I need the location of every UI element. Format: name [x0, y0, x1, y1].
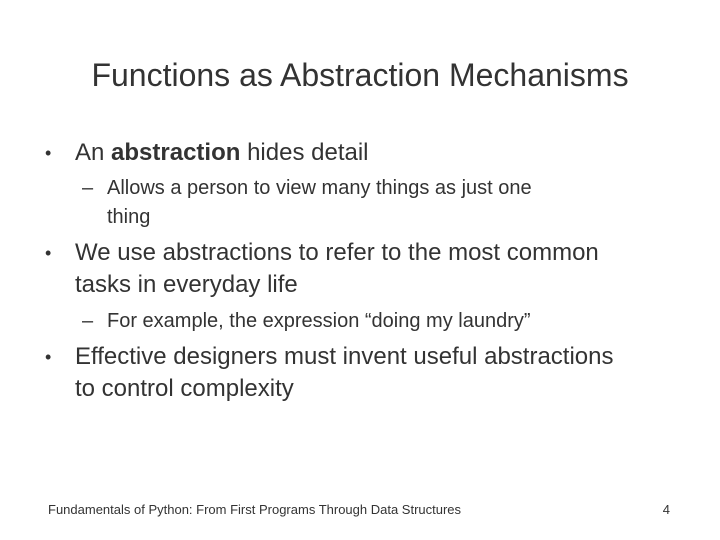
slide-title: Functions as Abstraction Mechanisms: [91, 57, 629, 93]
bullet-1: [45, 137, 675, 169]
bullet-marker: •: [45, 143, 52, 163]
bullet-marker: •: [45, 243, 52, 263]
bullet-1-keyword: abstraction: [111, 139, 241, 166]
bullet-1-text-pre: An: [75, 139, 112, 166]
bullet-marker: •: [45, 347, 52, 367]
sub-bullet-marker: –: [82, 310, 94, 332]
sub-bullet-1-line-2: thing: [107, 206, 151, 228]
bullet-3: [45, 341, 675, 405]
bullet-1-text-post: hides detail: [240, 139, 369, 166]
sub-bullet-1-line-1: Allows a person to view many things as just one: [107, 177, 532, 199]
sub-bullet-2-text: For example, the expression “doing my laundry”: [107, 310, 531, 332]
bullet-3-line-1: Effective designers must invent useful abstractions: [75, 343, 614, 370]
sub-bullet-1: [82, 174, 647, 232]
bullet-2: [45, 237, 675, 301]
footer-book-title: Fundamentals of Python: From First Programs Through Data Structures: [48, 502, 462, 517]
sub-bullet-2: [82, 307, 647, 336]
footer-page-number: 4: [662, 502, 670, 517]
sub-bullet-marker: –: [82, 177, 94, 199]
bullet-3-line-2: to control complexity: [75, 375, 294, 402]
bullet-2-line-2: tasks in everyday life: [75, 271, 298, 298]
bullet-2-line-1: We use abstractions to refer to the most common: [75, 239, 599, 266]
